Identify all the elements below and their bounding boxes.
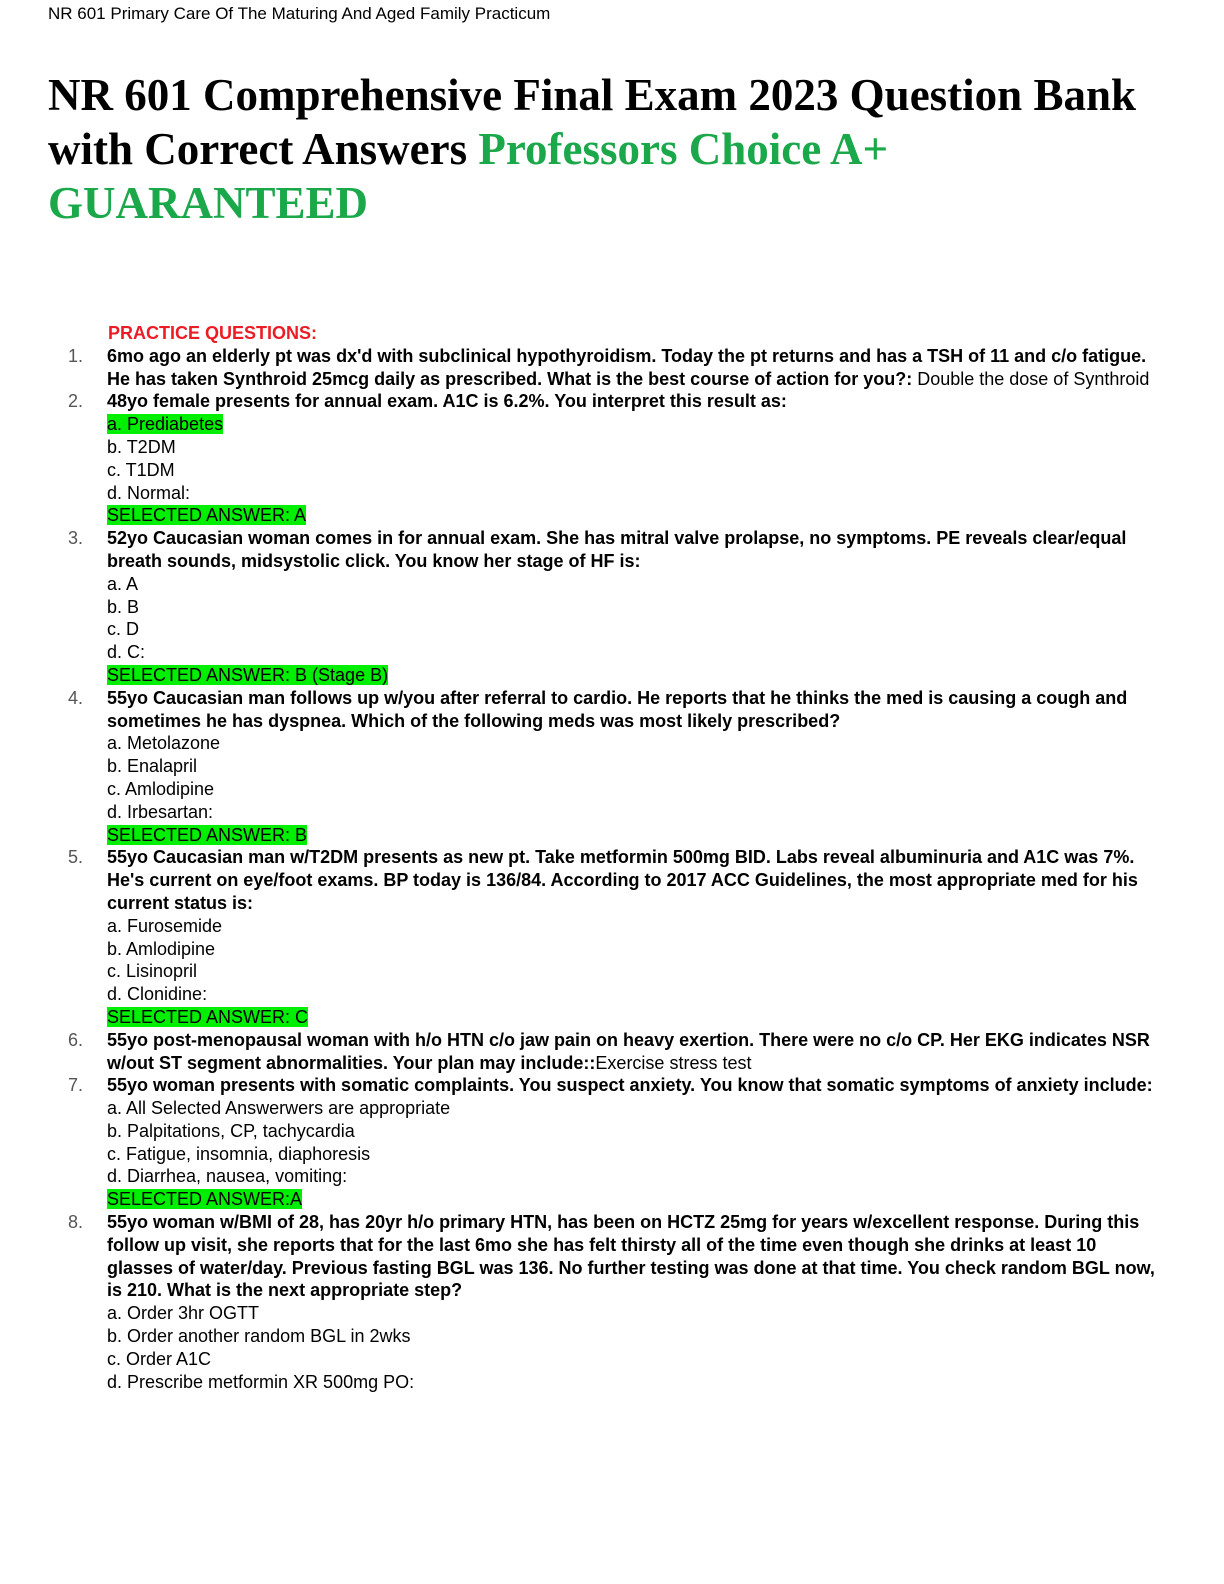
question-number: 6. <box>68 1029 84 1050</box>
option: c. Order A1C <box>107 1348 212 1369</box>
question-text: 55yo post-menopausal woman with h/o HTN c/o jaw pain on heavy exertion. There were no c/o CP. Her EKG indicates NSR w/out ST segment abnormalities. Your plan may include:: <box>107 1029 1150 1073</box>
option: d. Irbesartan: <box>107 801 214 822</box>
document-title <box>48 68 1208 230</box>
running-header: NR 601 Primary Care Of The Maturing And Aged Family Practicum <box>48 4 551 23</box>
question-text: 55yo Caucasian man w/T2DM presents as new pt. Take metformin 500mg BID. Labs reveal albuminuria and A1C was 7%. He's current on eye/foot exams. BP today is 136/84. According to 2017 ACC Guidelines, the most appropriate med for his current status is: <box>107 847 1138 913</box>
question-4 <box>0 687 1224 733</box>
option: d. Clonidine: <box>107 984 208 1005</box>
question-5 <box>0 846 1224 914</box>
question-number: 2. <box>68 391 84 412</box>
option: d. Normal: <box>107 482 191 503</box>
question-text: 48yo female presents for annual exam. A1C is 6.2%. You interpret this result as: <box>107 391 787 412</box>
option: b. T2DM <box>107 436 176 457</box>
selected-answer: SELECTED ANSWER: C <box>107 1006 309 1027</box>
option: c. D <box>107 619 140 640</box>
option: c. Lisinopril <box>107 961 198 982</box>
option: c. T1DM <box>107 459 175 480</box>
option: b. Palpitations, CP, tachycardia <box>107 1120 355 1141</box>
question-text: 55yo woman presents with somatic complaints. You suspect anxiety. You know that somatic symptoms of anxiety include: <box>107 1075 1153 1096</box>
option: c. Amlodipine <box>107 778 215 799</box>
inline-answer: Exercise stress test <box>595 1052 752 1073</box>
option: d. Prescribe metformin XR 500mg PO: <box>107 1371 415 1392</box>
option: a. Order 3hr OGTT <box>107 1303 260 1324</box>
selected-answer: SELECTED ANSWER:A <box>107 1189 303 1210</box>
question-list <box>0 322 1224 1393</box>
question-text: 6mo ago an elderly pt was dx'd with subclinical hypothyroidism. Today the pt returns and has a TSH of 11 and c/o fatigue. He has taken Synthroid 25mcg daily as prescribed. What is the best course of action for you?: <box>107 345 1147 389</box>
title-highlight: Professors Choice A+ GUARANTEED <box>48 124 889 228</box>
option: b. B <box>107 596 140 617</box>
question-2 <box>0 390 1224 413</box>
option: b. Enalapril <box>107 756 198 777</box>
title-main: NR 601 Comprehensive Final Exam 2023 Question Bank with Correct Answers <box>48 70 1137 174</box>
question-number: 7. <box>68 1075 84 1096</box>
section-heading: PRACTICE QUESTIONS: <box>108 323 318 343</box>
question-text: 55yo woman w/BMI of 28, has 20yr h/o primary HTN, has been on HCTZ 25mg for years w/excellent response. During this follow up visit, she reports that for the last 6mo she has felt thirsty all of the time even though she drinks at least 10 glasses of water/day. Previous fasting BGL was 136. No further testing was done at that time. You check random BGL now, is 210. What is the next appropriate step? <box>107 1212 1155 1301</box>
option: d. Diarrhea, nausea, vomiting: <box>107 1166 348 1187</box>
selected-answer: SELECTED ANSWER: A <box>107 505 307 526</box>
question-number: 4. <box>68 687 84 708</box>
question-number: 3. <box>68 528 84 549</box>
option <box>0 413 1224 436</box>
question-1 <box>0 345 1224 391</box>
question-8 <box>0 1211 1224 1302</box>
option: a. All Selected Answerwers are appropriate <box>107 1098 451 1119</box>
question-text: 52yo Caucasian woman comes in for annual exam. She has mitral valve prolapse, no symptoms. PE reveals clear/equal breath sounds, midsystolic click. You know her stage of HF is: <box>107 528 1127 571</box>
selected-answer: SELECTED ANSWER: B (Stage B) <box>107 664 389 685</box>
question-3 <box>0 527 1224 573</box>
inline-answer: Double the dose of Synthroid <box>912 368 1150 389</box>
question-6 <box>0 1029 1224 1075</box>
question-number: 5. <box>68 847 84 868</box>
question-text: 55yo Caucasian man follows up w/you after referral to cardio. He reports that he thinks the med is causing a cough and sometimes he has dyspnea. Which of the following meds was most likely prescribed? <box>107 687 1128 731</box>
option: c. Fatigue, insomnia, diaphoresis <box>107 1143 371 1164</box>
question-number: 1. <box>68 345 84 366</box>
option: d. C: <box>107 642 146 663</box>
option: a. Metolazone <box>107 733 221 754</box>
option: b. Order another random BGL in 2wks <box>107 1326 411 1347</box>
question-number: 8. <box>68 1212 84 1233</box>
selected-answer: SELECTED ANSWER: B <box>107 824 308 845</box>
option: b. Amlodipine <box>107 938 216 959</box>
correct-option-highlight: a. Prediabetes <box>107 414 224 435</box>
option: a. Furosemide <box>107 915 223 936</box>
option: a. A <box>107 573 139 594</box>
question-7 <box>0 1074 1224 1097</box>
